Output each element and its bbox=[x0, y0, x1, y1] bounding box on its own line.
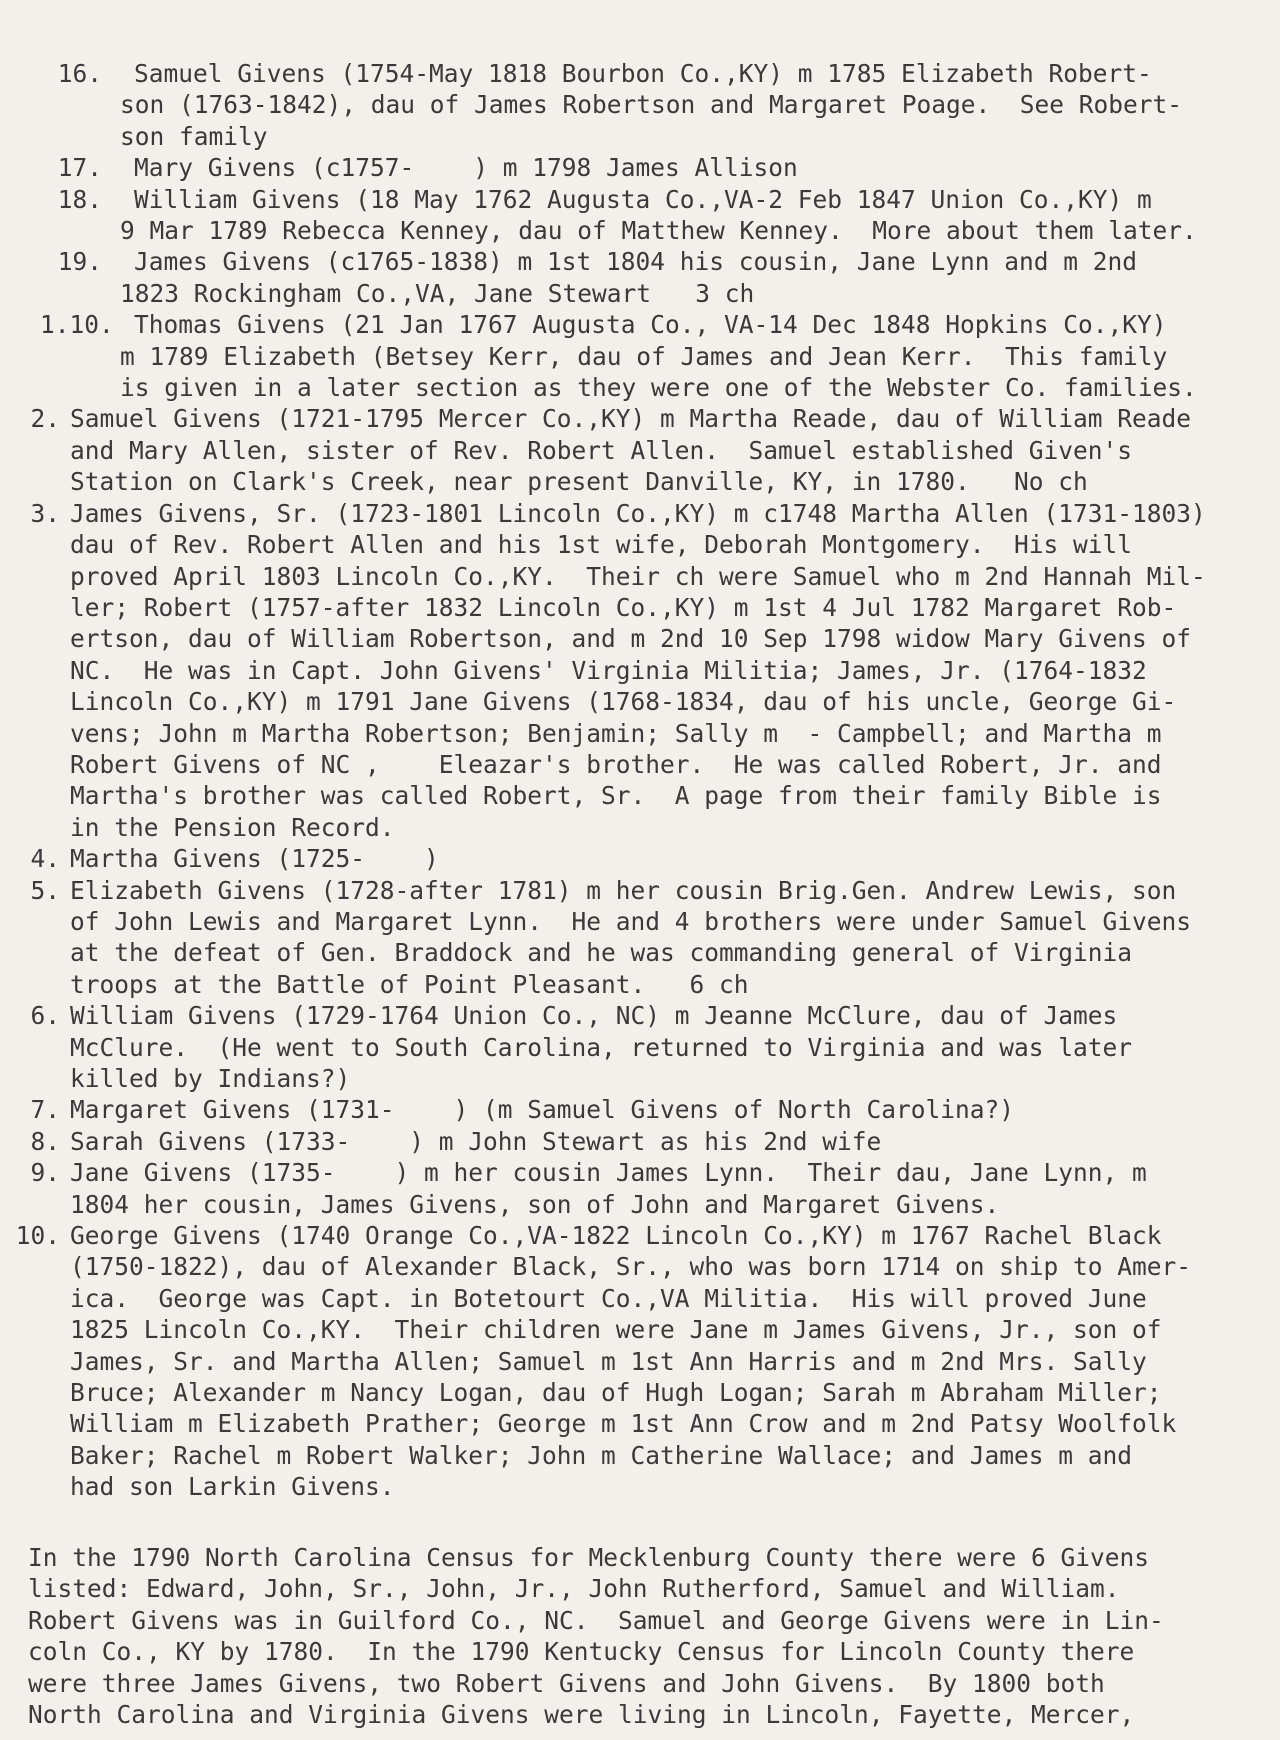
entry-number: 1.10. bbox=[40, 310, 114, 340]
genealogy-entry bbox=[0, 843, 1280, 874]
entry-text bbox=[120, 152, 1270, 183]
entry-line: William Givens (1729-1764 Union Co., NC) m Jeanne McClure, dau of James bbox=[70, 1001, 1118, 1031]
entry-line: Station on Clark's Creek, near present Danville, KY, in 1780. No ch bbox=[70, 467, 1088, 497]
entry-number: 18. bbox=[57, 184, 102, 214]
entry-number: 2. bbox=[30, 404, 60, 434]
entry-number: 5. bbox=[30, 875, 60, 905]
entry-text bbox=[70, 498, 1275, 843]
entry-line: at the defeat of Gen. Braddock and he was commanding general of Virginia bbox=[70, 938, 1133, 968]
entry-number: 9. bbox=[30, 1158, 60, 1188]
entry-line: dau of Rev. Robert Allen and his 1st wife, Deborah Montgomery. His will bbox=[70, 530, 1133, 560]
entry-text bbox=[120, 246, 1270, 309]
paragraph-line: listed: Edward, John, Sr., John, Jr., John Rutherford, Samuel and William. bbox=[28, 1574, 1120, 1604]
entry-text bbox=[120, 184, 1270, 247]
paragraph-line: coln Co., KY by 1780. In the 1790 Kentucky Census for Lincoln County there bbox=[28, 1637, 1135, 1667]
entry-number: 17. bbox=[57, 153, 102, 183]
entry-line: 1804 her cousin, James Givens, son of John and Margaret Givens. bbox=[70, 1189, 1000, 1219]
genealogy-entry bbox=[0, 184, 1280, 247]
entry-line: James Givens, Sr. (1723-1801 Lincoln Co.,KY) m c1748 Martha Allen (1731-1803) bbox=[70, 498, 1206, 528]
entry-line: Samuel Givens (1721-1795 Mercer Co.,KY) m Martha Reade, dau of William Reade bbox=[70, 404, 1192, 434]
entry-line: Margaret Givens (1731- ) (m Samuel Givens of North Carolina?) bbox=[70, 1095, 1015, 1125]
entry-line: George Givens (1740 Orange Co.,VA-1822 Lincoln Co.,KY) m 1767 Rachel Black bbox=[70, 1221, 1162, 1251]
entry-line: 1823 Rockingham Co.,VA, Jane Stewart 3 ch bbox=[120, 278, 755, 308]
entry-line: Thomas Givens (21 Jan 1767 Augusta Co., VA-14 Dec 1848 Hopkins Co.,KY) bbox=[134, 310, 1167, 340]
genealogy-entry bbox=[0, 152, 1280, 183]
entry-line: had son Larkin Givens. bbox=[70, 1472, 395, 1502]
entry-line: Lincoln Co.,KY) m 1791 Jane Givens (1768-1834, dau of his uncle, George Gi- bbox=[70, 687, 1177, 717]
entry-line: proved April 1803 Lincoln Co.,KY. Their ch were Samuel who m 2nd Hannah Mil- bbox=[70, 561, 1206, 591]
entry-number: 8. bbox=[30, 1126, 60, 1156]
entry-line: ertson, dau of William Robertson, and m 2nd 10 Sep 1798 widow Mary Givens of bbox=[70, 624, 1192, 654]
entry-line: Robert Givens of NC , Eleazar's brother. He was called Robert, Jr. and bbox=[70, 749, 1162, 779]
paragraph-line: North Carolina and Virginia Givens were living in Lincoln, Fayette, Mercer, bbox=[28, 1700, 1135, 1730]
genealogy-entry bbox=[0, 309, 1280, 403]
genealogy-entry bbox=[0, 1157, 1280, 1220]
entry-line: William m Elizabeth Prather; George m 1st Ann Crow and m 2nd Patsy Woolfolk bbox=[70, 1409, 1177, 1439]
entry-text bbox=[70, 1000, 1275, 1094]
entry-line: James Givens (c1765-1838) m 1st 1804 his cousin, Jane Lynn and m 2nd bbox=[134, 247, 1138, 277]
genealogy-entry bbox=[0, 1220, 1280, 1503]
genealogy-entry bbox=[0, 1094, 1280, 1125]
entry-line: ica. George was Capt. in Botetourt Co.,VA Militia. His will proved June bbox=[70, 1283, 1147, 1313]
genealogy-entry bbox=[0, 58, 1280, 152]
entry-line: son (1763-1842), dau of James Robertson and Margaret Poage. See Robert- bbox=[120, 90, 1183, 120]
entry-line: Mary Givens (c1757- ) m 1798 James Allison bbox=[134, 153, 798, 183]
entry-text bbox=[70, 1126, 1275, 1157]
entry-number: 4. bbox=[30, 844, 60, 874]
genealogy-entries bbox=[0, 58, 1280, 1503]
entry-line: Martha's brother was called Robert, Sr. A page from their family Bible is bbox=[70, 781, 1162, 811]
entry-text bbox=[70, 843, 1275, 874]
entry-line: Bruce; Alexander m Nancy Logan, dau of Hugh Logan; Sarah m Abraham Miller; bbox=[70, 1378, 1162, 1408]
entry-line: Jane Givens (1735- ) m her cousin James Lynn. Their dau, Jane Lynn, m bbox=[70, 1158, 1147, 1188]
entry-line: vens; John m Martha Robertson; Benjamin; Sally m - Campbell; and Martha m bbox=[70, 718, 1162, 748]
entry-line: and Mary Allen, sister of Rev. Robert Allen. Samuel established Given's bbox=[70, 435, 1133, 465]
entry-text bbox=[70, 1157, 1275, 1220]
entry-line: 1825 Lincoln Co.,KY. Their children were Jane m James Givens, Jr., son of bbox=[70, 1315, 1162, 1345]
entry-line: in the Pension Record. bbox=[70, 812, 395, 842]
entry-line: (1750-1822), dau of Alexander Black, Sr., who was born 1714 on ship to Amer- bbox=[70, 1252, 1192, 1282]
genealogy-entry bbox=[0, 246, 1280, 309]
entry-line: Martha Givens (1725- ) bbox=[70, 844, 439, 874]
entry-line: NC. He was in Capt. John Givens' Virginia Militia; James, Jr. (1764-1832 bbox=[70, 655, 1147, 685]
census-paragraph bbox=[28, 1542, 1273, 1730]
paragraph-line: In the 1790 North Carolina Census for Mecklenburg County there were 6 Givens bbox=[28, 1543, 1150, 1572]
genealogy-entry bbox=[0, 403, 1280, 497]
entry-number: 7. bbox=[30, 1095, 60, 1125]
entry-line: James, Sr. and Martha Allen; Samuel m 1st Ann Harris and m 2nd Mrs. Sally bbox=[70, 1346, 1147, 1376]
entry-line: troops at the Battle of Point Pleasant. 6 ch bbox=[70, 969, 749, 999]
entry-text bbox=[70, 875, 1275, 1001]
entry-line: Elizabeth Givens (1728-after 1781) m her cousin Brig.Gen. Andrew Lewis, son bbox=[70, 875, 1177, 905]
entry-line: m 1789 Elizabeth (Betsey Kerr, dau of James and Jean Kerr. This family bbox=[120, 341, 1168, 371]
entry-number: 3. bbox=[30, 498, 60, 528]
entry-number: 16. bbox=[57, 59, 102, 88]
entry-line: killed by Indians?) bbox=[70, 1064, 351, 1093]
entry-text bbox=[70, 1094, 1275, 1125]
entry-text bbox=[120, 58, 1270, 152]
genealogy-entry bbox=[0, 875, 1280, 1001]
entry-line: William Givens (18 May 1762 Augusta Co.,VA-2 Feb 1847 Union Co.,KY) m bbox=[134, 184, 1152, 214]
entry-line: is given in a later section as they were one of the Webster Co. families. bbox=[120, 373, 1197, 403]
entry-number: 10. bbox=[15, 1221, 60, 1251]
genealogy-entry bbox=[0, 1126, 1280, 1157]
child-entry-list bbox=[0, 58, 1280, 403]
entry-text bbox=[70, 403, 1275, 497]
entry-line: Samuel Givens (1754-May 1818 Bourbon Co.,KY) m 1785 Elizabeth Robert- bbox=[134, 59, 1152, 88]
entry-line: McClure. (He went to South Carolina, returned to Virginia and was later bbox=[70, 1032, 1133, 1062]
entry-line: 9 Mar 1789 Rebecca Kenney, dau of Matthew Kenney. More about them later. bbox=[120, 216, 1197, 246]
entry-line: son family bbox=[120, 121, 268, 151]
genealogy-entry bbox=[0, 498, 1280, 843]
entry-text bbox=[120, 309, 1270, 403]
entry-line: ler; Robert (1757-after 1832 Lincoln Co.,KY) m 1st 4 Jul 1782 Margaret Rob- bbox=[70, 592, 1177, 622]
entry-number: 19. bbox=[57, 247, 102, 277]
entry-line: Sarah Givens (1733- ) m John Stewart as his 2nd wife bbox=[70, 1126, 882, 1156]
sibling-entry-list bbox=[0, 403, 1280, 1502]
paragraph-line: were three James Givens, two Robert Givens and John Givens. By 1800 both bbox=[28, 1668, 1105, 1698]
entry-line: of John Lewis and Margaret Lynn. He and 4 brothers were under Samuel Givens bbox=[70, 906, 1192, 936]
entry-number: 6. bbox=[30, 1001, 60, 1031]
genealogy-entry bbox=[0, 1000, 1280, 1094]
paragraph-line: Robert Givens was in Guilford Co., NC. Samuel and George Givens were in Lin- bbox=[28, 1605, 1164, 1635]
entry-line: Baker; Rachel m Robert Walker; John m Catherine Wallace; and James m and bbox=[70, 1440, 1133, 1470]
entry-text bbox=[70, 1220, 1275, 1503]
